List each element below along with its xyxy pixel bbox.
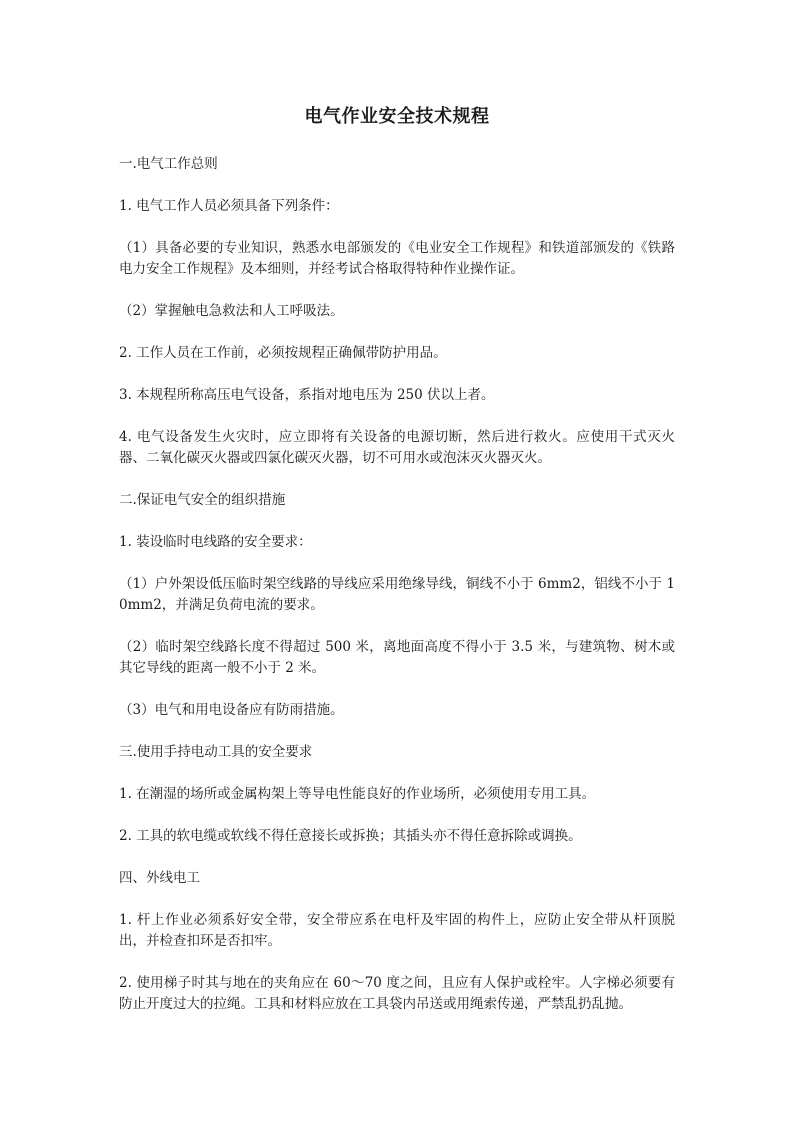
section-heading-power-tools: 三.使用手持电动工具的安全要求 [119, 744, 313, 760]
paragraph: 3. 本规程所称高压电气设备，系指对地电压为 250 伏以上者。 [119, 387, 495, 403]
document-title: 电气作业安全技术规程 [304, 106, 490, 127]
section-heading-outdoor-electrician: 四、外线电工 [119, 870, 200, 886]
section-heading-organization: 二.保证电气安全的组织措施 [119, 492, 286, 508]
paragraph: 4. 电气设备发生火灾时，应立即将有关设备的电源切断，然后进行救火。应使用干式灭火器、二氧化碳灭火器或四氯化碳灭火器，切不可用水或泡沫灭火器灭火。 [119, 429, 675, 466]
section-heading-general: 一.电气工作总则 [119, 156, 218, 172]
paragraph: 2. 工作人员在工作前，必须按规程正确佩带防护用品。 [119, 345, 447, 361]
paragraph: 2. 工具的软电缆或软线不得任意接长或拆换；其插头亦不得任意拆除或调换。 [119, 828, 582, 844]
paragraph: 2. 使用梯子时其与地在的夹角应在 60～70 度之间，且应有人保护或栓牢。人字梯必须要有防止开度过大的拉绳。工具和材料应放在工具袋内吊送或用绳索传递，严禁乱扔乱抛。 [119, 975, 675, 1012]
paragraph: 1. 装设临时电线路的安全要求： [119, 534, 312, 550]
paragraph: （2）掌握触电急救法和人工呼吸法。 [119, 303, 344, 319]
paragraph: （2）临时架空线路长度不得超过 500 米，离地面高度不得小于 3.5 米，与建筑物、树木或其它导线的距离一般不小于 2 米。 [119, 639, 675, 676]
paragraph: 1. 在潮湿的场所或金属构架上等导电性能良好的作业场所，必须使用专用工具。 [119, 786, 596, 802]
document-page [119, 100, 675, 1036]
paragraph: （1）户外架设低压临时架空线路的导线应采用绝缘导线，铜线不小于 6mm2，铝线不小于 10mm2，并满足负荷电流的要求。 [119, 576, 675, 613]
paragraph: 1. 电气工作人员必须具备下列条件： [119, 198, 339, 214]
paragraph: （1）具备必要的专业知识，熟悉水电部颁发的《电业安全工作规程》和铁道部颁发的《铁路电力安全工作规程》及本细则，并经考试合格取得特种作业操作证。 [119, 240, 675, 277]
paragraph: 1. 杆上作业必须系好安全带，安全带应系在电杆及牢固的构件上，应防止安全带从杆顶脱出，并检查扣环是否扣牢。 [119, 912, 675, 949]
paragraph: （3）电气和用电设备应有防雨措施。 [119, 702, 344, 718]
